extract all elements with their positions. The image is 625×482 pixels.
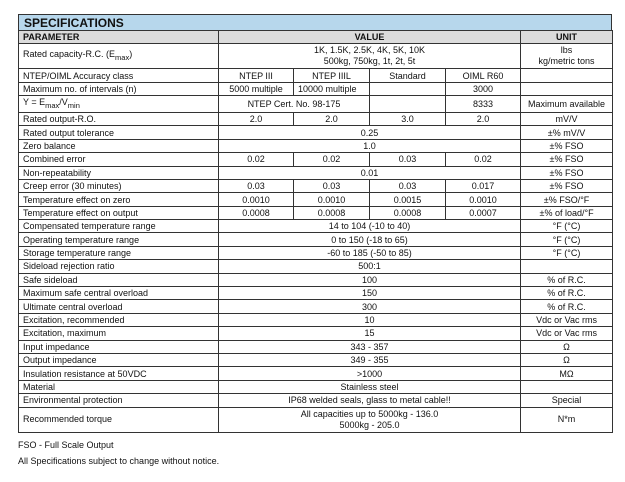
parameter-cell: Operating temperature range <box>19 233 219 246</box>
value-cell: NTEP Cert. No. 98-175 <box>219 96 370 113</box>
table-row <box>19 69 613 82</box>
parameter-cell: Ultimate central overload <box>19 300 219 313</box>
value-cell: >1000 <box>219 367 521 380</box>
footnote-fso: FSO - Full Scale Output <box>18 440 114 450</box>
table-row <box>19 179 613 192</box>
table-row <box>19 96 613 113</box>
value-cell: 0.0008 <box>370 206 446 219</box>
unit-cell: % of R.C. <box>521 300 613 313</box>
unit-cell <box>521 260 613 273</box>
parameter-cell: Safe sideload <box>19 273 219 286</box>
value-cell: 0 to 150 (-18 to 65) <box>219 233 521 246</box>
unit-cell: Special <box>521 394 613 407</box>
unit-cell: % of R.C. <box>521 287 613 300</box>
unit-cell: ±% FSO <box>521 139 613 152</box>
value-cell: Stainless steel <box>219 380 521 393</box>
parameter-cell: Recommended torque <box>19 407 219 432</box>
parameter-cell: Rated capacity-R.C. $(E_{max})$ <box>19 44 219 69</box>
header-unit: UNIT <box>521 31 613 44</box>
parameter-cell: Excitation, maximum <box>19 327 219 340</box>
parameter-cell: Compensated temperature range <box>19 220 219 233</box>
unit-cell: ±% FSO <box>521 179 613 192</box>
specifications-table <box>18 30 613 433</box>
value-cell: 0.0010 <box>446 193 521 206</box>
unit-cell: % of R.C. <box>521 273 613 286</box>
parameter-cell: Output impedance <box>19 354 219 367</box>
parameter-cell: Excitation, recommended <box>19 313 219 326</box>
table-row <box>19 126 613 139</box>
table-row <box>19 206 613 219</box>
parameter-cell: Temperature effect on zero <box>19 193 219 206</box>
value-cell: 0.03 <box>219 179 294 192</box>
header-value: VALUE <box>219 31 521 44</box>
value-cell: 14 to 104 (-10 to 40) <box>219 220 521 233</box>
table-row <box>19 287 613 300</box>
unit-cell <box>521 44 613 69</box>
parameter-cell: Storage temperature range <box>19 246 219 259</box>
unit-cell: MΩ <box>521 367 613 380</box>
table-row <box>19 44 613 69</box>
parameter-cell: Temperature effect on output <box>19 206 219 219</box>
parameter-cell: Environmental protection <box>19 394 219 407</box>
value-cell: 0.02 <box>446 153 521 166</box>
table-row <box>19 260 613 273</box>
value-cell: 10000 multiple <box>294 82 370 95</box>
parameter-cell: Zero balance <box>19 139 219 152</box>
unit-cell: ±% FSO <box>521 166 613 179</box>
value-cell: 0.0008 <box>294 206 370 219</box>
value-cell: 0.02 <box>219 153 294 166</box>
value-cell: 0.0010 <box>219 193 294 206</box>
unit-line: lbs <box>560 45 573 56</box>
table-row <box>19 300 613 313</box>
value-cell: 2.0 <box>446 112 521 125</box>
value-cell: 2.0 <box>219 112 294 125</box>
table-row <box>19 82 613 95</box>
unit-cell <box>521 82 613 95</box>
value-cell <box>219 44 521 69</box>
parameter-cell: Rated output tolerance <box>19 126 219 139</box>
value-cell: 2.0 <box>294 112 370 125</box>
value-cell: 0.02 <box>294 153 370 166</box>
parameter-cell: Combined error <box>19 153 219 166</box>
value-cell: 0.017 <box>446 179 521 192</box>
parameter-cell: Input impedance <box>19 340 219 353</box>
table-row <box>19 166 613 179</box>
parameter-cell: Material <box>19 380 219 393</box>
value-cell: 0.03 <box>370 179 446 192</box>
value-cell: 500:1 <box>219 260 521 273</box>
table-row <box>19 340 613 353</box>
unit-cell: Maximum available <box>521 96 613 113</box>
table-row <box>19 394 613 407</box>
parameter-cell: Sideload rejection ratio <box>19 260 219 273</box>
table-row <box>19 153 613 166</box>
table-row <box>19 407 613 432</box>
value-cell: 3.0 <box>370 112 446 125</box>
footnotes <box>18 439 612 467</box>
unit-cell: ±% FSO/°F <box>521 193 613 206</box>
value-cell: 0.0007 <box>446 206 521 219</box>
value-cell: OIML R60 <box>446 69 521 82</box>
table-row <box>19 354 613 367</box>
unit-cell: °F (°C) <box>521 233 613 246</box>
table-row <box>19 193 613 206</box>
table-row <box>19 220 613 233</box>
unit-line: kg/metric tons <box>538 56 595 67</box>
value-line: All capacities up to 5000kg - 136.0 <box>300 408 439 419</box>
value-cell <box>370 82 446 95</box>
table-row <box>19 380 613 393</box>
value-cell: 15 <box>219 327 521 340</box>
unit-cell: ±% FSO <box>521 153 613 166</box>
unit-cell: Vdc or Vac rms <box>521 327 613 340</box>
table-row <box>19 112 613 125</box>
value-cell: 349 - 355 <box>219 354 521 367</box>
footnote-disclaimer: All Specifications subject to change without notice. <box>18 456 220 466</box>
table-row <box>19 313 613 326</box>
header-parameter: PARAMETER <box>19 31 219 44</box>
value-cell: 8333 <box>446 96 521 113</box>
value-cell: Standard <box>370 69 446 82</box>
value-cell: NTEP IIIL <box>294 69 370 82</box>
value-cell: 0.25 <box>219 126 521 139</box>
unit-cell: mV/V <box>521 112 613 125</box>
parameter-cell: Rated output-R.O. <box>19 112 219 125</box>
value-cell: 5000 multiple <box>219 82 294 95</box>
value-cell: 0.0015 <box>370 193 446 206</box>
value-line: 5000kg - 205.0 <box>339 419 400 430</box>
value-cell: 3000 <box>446 82 521 95</box>
value-cell: 0.01 <box>219 166 521 179</box>
parameter-cell: Maximum safe central overload <box>19 287 219 300</box>
value-cell <box>370 96 446 113</box>
unit-cell: ±% mV/V <box>521 126 613 139</box>
value-cell: 300 <box>219 300 521 313</box>
unit-cell: Ω <box>521 340 613 353</box>
value-cell: IP68 welded seals, glass to metal cable!! <box>219 394 521 407</box>
specifications-table-block <box>18 14 612 433</box>
parameter-cell: NTEP/OIML Accuracy class <box>19 69 219 82</box>
table-row <box>19 233 613 246</box>
parameter-cell: Creep error (30 minutes) <box>19 179 219 192</box>
value-cell: 0.03 <box>370 153 446 166</box>
table-row <box>19 139 613 152</box>
value-cell <box>219 407 521 432</box>
unit-cell <box>521 380 613 393</box>
table-row <box>19 367 613 380</box>
unit-cell: °F (°C) <box>521 246 613 259</box>
table-row <box>19 246 613 259</box>
header-row <box>19 31 613 44</box>
value-cell: 150 <box>219 287 521 300</box>
parameter-cell: Maximum no. of intervals (n) <box>19 82 219 95</box>
table-row <box>19 273 613 286</box>
unit-cell: °F (°C) <box>521 220 613 233</box>
specifications-title: SPECIFICATIONS <box>18 14 612 30</box>
value-cell: 0.03 <box>294 179 370 192</box>
value-cell: NTEP III <box>219 69 294 82</box>
value-cell: 0.0010 <box>294 193 370 206</box>
value-cell: -60 to 185 (-50 to 85) <box>219 246 521 259</box>
value-cell: 100 <box>219 273 521 286</box>
value-cell: 343 - 357 <box>219 340 521 353</box>
value-cell: 1.0 <box>219 139 521 152</box>
parameter-cell: Non-repeatability <box>19 166 219 179</box>
unit-cell: Vdc or Vac rms <box>521 313 613 326</box>
spec-rows <box>19 44 613 432</box>
unit-cell: ±% of load/°F <box>521 206 613 219</box>
value-line: 1K, 1.5K, 2.5K, 4K, 5K, 10K <box>313 45 426 56</box>
value-cell: 10 <box>219 313 521 326</box>
parameter-cell: Insulation resistance at 50VDC <box>19 367 219 380</box>
value-line: 500kg, 750kg, 1t, 2t, 5t <box>323 56 416 67</box>
value-cell: 0.0008 <box>219 206 294 219</box>
parameter-cell: $Y = E_{max}/V_{min}$ <box>19 96 219 113</box>
table-row <box>19 327 613 340</box>
unit-cell <box>521 69 613 82</box>
unit-cell: N*m <box>521 407 613 432</box>
unit-cell: Ω <box>521 354 613 367</box>
